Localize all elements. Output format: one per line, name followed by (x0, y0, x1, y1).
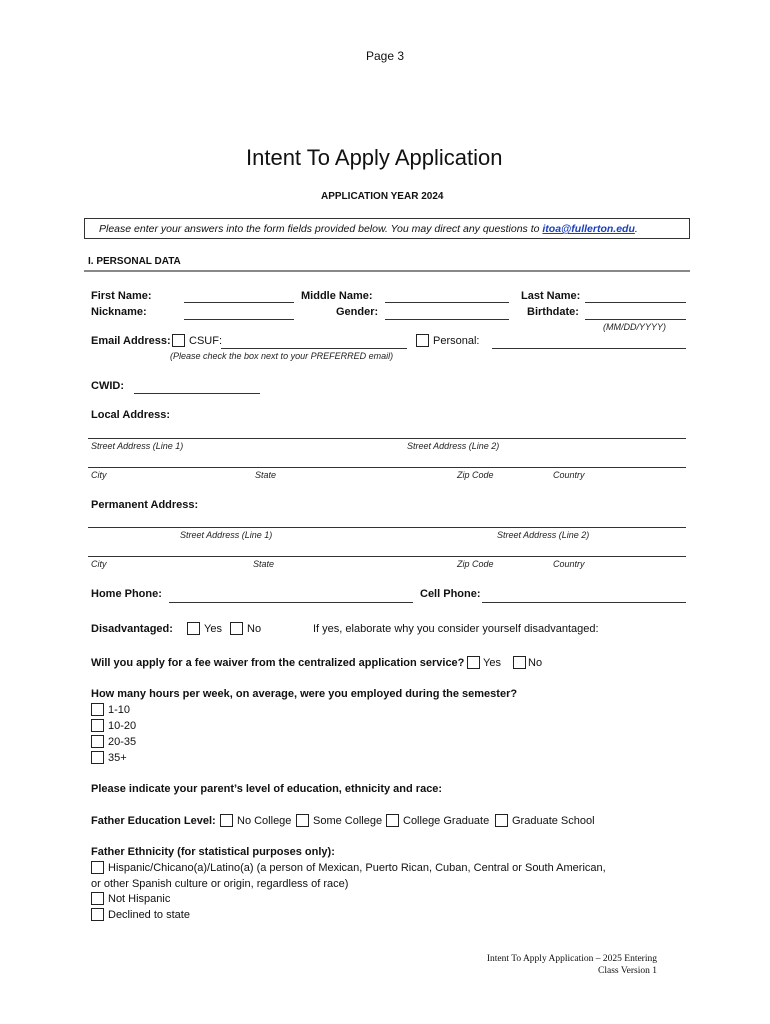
footer-line-2: Class Version 1 (598, 966, 657, 976)
permanent-address-label: Permanent Address: (91, 499, 199, 511)
section-heading-personal-data: I. PERSONAL DATA (88, 256, 181, 267)
birthdate-hint: (MM/DD/YYYY) (603, 322, 666, 332)
permanent-street2-hint: Street Address (Line 2) (497, 530, 590, 540)
hours-option-label: 10-20 (108, 720, 137, 732)
fee-waiver-yes-label: Yes (483, 657, 501, 669)
father-edu-checkbox[interactable] (296, 814, 309, 827)
ethnicity-not-hispanic-label: Not Hispanic (108, 893, 171, 905)
ethnicity-hispanic-checkbox[interactable] (91, 861, 104, 874)
permanent-city-hint: City (91, 559, 107, 569)
home-phone-label: Home Phone: (91, 588, 162, 600)
gender-field[interactable] (385, 319, 509, 320)
father-ethnicity-label: Father Ethnicity (for statistical purposes only): (91, 846, 335, 858)
father-edu-option-label: Graduate School (512, 815, 595, 827)
local-address-line1-field[interactable] (88, 438, 686, 439)
application-year: APPLICATION YEAR 2024 (321, 191, 444, 202)
permanent-zip-hint: Zip Code (457, 559, 494, 569)
nickname-label: Nickname: (91, 306, 147, 318)
hours-option-label: 1-10 (108, 704, 131, 716)
permanent-street1-hint: Street Address (Line 1) (180, 530, 273, 540)
local-address-city-field[interactable] (88, 467, 686, 468)
fee-waiver-no-label: No (528, 657, 543, 669)
disadvantaged-yes-checkbox[interactable] (187, 622, 200, 635)
ethnicity-hispanic-label-continued: or other Spanish culture or origin, regardless of race) (91, 878, 349, 890)
email-address-label: Email Address: (91, 335, 171, 347)
cell-phone-label: Cell Phone: (420, 588, 481, 600)
page-number: Page 3 (366, 49, 405, 63)
personal-email-checkbox[interactable] (416, 334, 429, 347)
father-edu-checkbox[interactable] (386, 814, 399, 827)
cell-phone-field[interactable] (482, 602, 686, 603)
local-street1-hint: Street Address (Line 1) (91, 441, 184, 451)
home-phone-field[interactable] (169, 602, 413, 603)
ethnicity-hispanic-label: Hispanic/Chicano(a)/Latino(a) (a person of Mexican, Puerto Rican, Cuban, Central or South American, (108, 862, 606, 874)
disadvantaged-label: Disadvantaged: (91, 623, 173, 635)
last-name-field[interactable] (585, 302, 686, 303)
disadvantaged-elaborate-prompt: If yes, elaborate why you consider yourself disadvantaged: (313, 623, 599, 635)
hours-option-checkbox[interactable] (91, 751, 104, 764)
father-edu-checkbox[interactable] (220, 814, 233, 827)
father-edu-option-label: No College (237, 815, 292, 827)
disadvantaged-no-checkbox[interactable] (230, 622, 243, 635)
hours-option-checkbox[interactable] (91, 735, 104, 748)
csuf-label: CSUF: (189, 335, 222, 347)
instructions-text (99, 223, 638, 235)
local-state-hint: State (255, 470, 277, 480)
first-name-field[interactable] (184, 302, 294, 303)
local-city-hint: City (91, 470, 107, 480)
csuf-email-field[interactable] (221, 348, 407, 349)
last-name-label: Last Name: (521, 290, 581, 302)
hours-option-label: 20-35 (108, 736, 137, 748)
birthdate-field[interactable] (585, 319, 686, 320)
permanent-country-hint: Country (553, 559, 585, 569)
instructions-body: Please enter your answers into the form fields provided below. You may direct any questions to (99, 223, 543, 235)
local-zip-hint: Zip Code (457, 470, 494, 480)
disadvantaged-yes-label: Yes (204, 623, 222, 635)
permanent-state-hint: State (253, 559, 275, 569)
fee-waiver-question: Will you apply for a fee waiver from the centralized application service? (91, 657, 465, 669)
gender-label: Gender: (336, 306, 379, 318)
contact-email-link[interactable]: itoa@fullerton.edu (542, 223, 635, 235)
email-hint: (Please check the box next to your PREFERRED email) (170, 351, 394, 361)
father-edu-option-label: College Graduate (403, 815, 490, 827)
section-divider (84, 270, 690, 272)
first-name-label: First Name: (91, 290, 152, 302)
page-title: Intent To Apply Application (246, 145, 503, 170)
instructions-end: . (634, 223, 638, 235)
middle-name-label: Middle Name: (301, 290, 373, 302)
hours-question: How many hours per week, on average, were you employed during the semester? (91, 688, 518, 700)
father-edu-option-label: Some College (313, 815, 383, 827)
disadvantaged-no-label: No (247, 623, 262, 635)
personal-email-field[interactable] (492, 348, 686, 349)
father-education-label: Father Education Level: (91, 815, 216, 827)
csuf-email-checkbox[interactable] (172, 334, 185, 347)
hours-option-label: 35+ (108, 752, 127, 764)
cwid-label: CWID: (91, 380, 124, 392)
parents-heading: Please indicate your parent’s level of education, ethnicity and race: (91, 783, 443, 795)
local-country-hint: Country (553, 470, 585, 480)
birthdate-label: Birthdate: (527, 306, 579, 318)
middle-name-field[interactable] (385, 302, 509, 303)
fee-waiver-no-checkbox[interactable] (513, 656, 526, 669)
ethnicity-declined-checkbox[interactable] (91, 908, 104, 921)
nickname-field[interactable] (184, 319, 294, 320)
ethnicity-not-hispanic-checkbox[interactable] (91, 892, 104, 905)
cwid-field[interactable] (134, 393, 260, 394)
footer-line-1: Intent To Apply Application – 2025 Entering (486, 954, 657, 964)
personal-label: Personal: (433, 335, 480, 347)
local-street2-hint: Street Address (Line 2) (407, 441, 500, 451)
fee-waiver-yes-checkbox[interactable] (467, 656, 480, 669)
hours-option-checkbox[interactable] (91, 703, 104, 716)
hours-option-checkbox[interactable] (91, 719, 104, 732)
ethnicity-declined-label: Declined to state (108, 909, 190, 921)
permanent-address-city-field[interactable] (88, 556, 686, 557)
permanent-address-line1-field[interactable] (88, 527, 686, 528)
local-address-label: Local Address: (91, 409, 171, 421)
father-edu-checkbox[interactable] (495, 814, 508, 827)
